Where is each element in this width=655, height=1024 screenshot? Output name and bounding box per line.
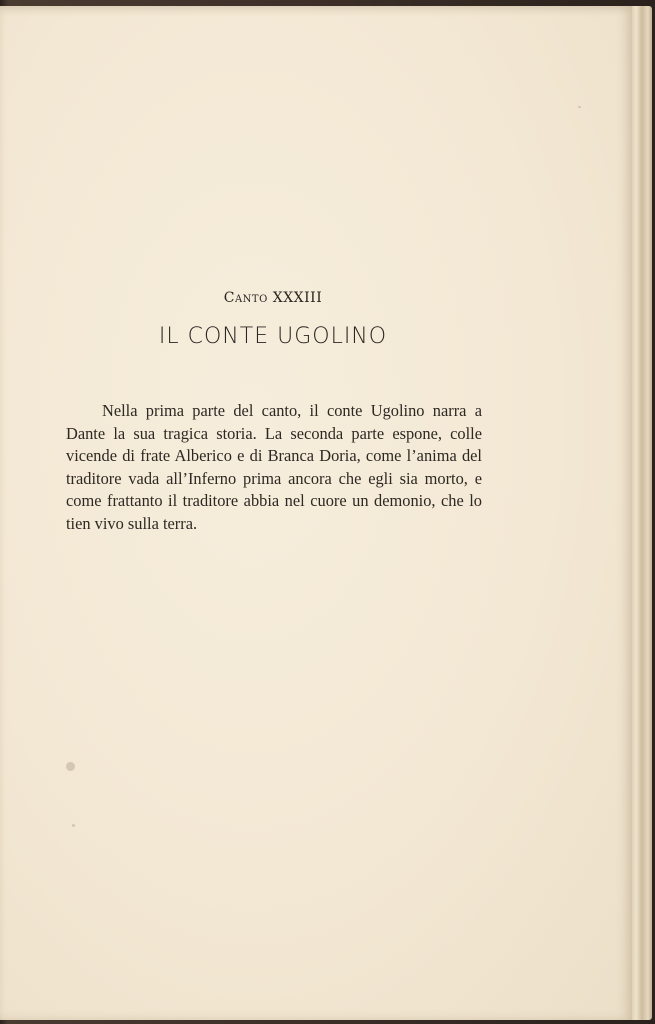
summary-paragraph: Nella prima parte del canto, il conte Ugolino narra a Dante la sua tragica storia. La seconda parte espone, colle vicende di frate Alberico e di Branca Doria, come l’anima del traditore vada all’Inferno prima ancora che egli sia morto, e come frattanto il traditore abbia nel cuore un demonio, che lo tien vivo sulla terra. [66,401,482,533]
page-title: IL CONTE UGOLINO [158,324,388,349]
canto-label: Canto XXXIII [223,290,323,306]
paper-speck [72,824,75,827]
paper-speck [578,106,581,108]
page [0,6,632,1020]
paper-speck [66,762,75,771]
